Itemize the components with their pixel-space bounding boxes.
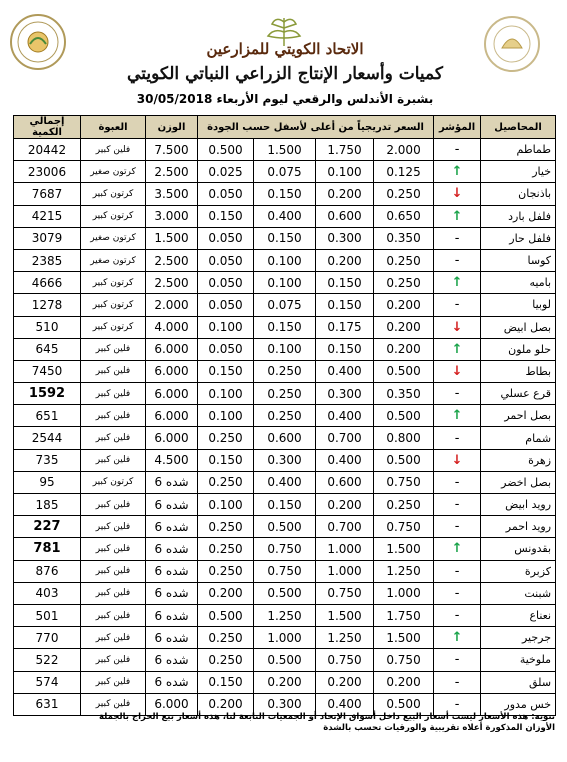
table-row [14, 471, 556, 493]
row-price-2: 0.150 [316, 338, 374, 360]
row-price-1: 0.750 [374, 516, 434, 538]
row-crop: شمام [481, 427, 556, 449]
row-indicator: - [434, 249, 481, 271]
row-price-4: 0.050 [198, 183, 254, 205]
row-weight: 2.500 [146, 272, 198, 294]
row-price-1: 0.350 [374, 227, 434, 249]
table-row [14, 294, 556, 316]
table-header-row [14, 116, 556, 139]
row-price-2: 0.400 [316, 360, 374, 382]
row-price-1: 0.500 [374, 449, 434, 471]
table-row [14, 671, 556, 693]
row-price-2: 0.175 [316, 316, 374, 338]
row-pack: فلين كبير [81, 383, 146, 405]
row-price-3: 0.150 [254, 183, 316, 205]
table-row [14, 582, 556, 604]
row-crop: ملوخية [481, 649, 556, 671]
row-price-2: 0.400 [316, 449, 374, 471]
row-price-3: 0.075 [254, 161, 316, 183]
row-price-3: 0.600 [254, 427, 316, 449]
row-crop: رويد ابيض [481, 494, 556, 516]
row-total: 1278 [14, 294, 81, 316]
row-total: 4666 [14, 272, 81, 294]
row-total: 23006 [14, 161, 81, 183]
arrow-down-icon: ↓ [434, 316, 481, 338]
row-price-4: 0.500 [198, 139, 254, 161]
row-weight: 6 شده [146, 516, 198, 538]
row-crop: خيار [481, 161, 556, 183]
footnote [40, 712, 555, 734]
arrow-up-icon: ↑ [434, 272, 481, 294]
arrow-up-icon: ↑ [434, 627, 481, 649]
row-total: 4215 [14, 205, 81, 227]
row-weight: 4.000 [146, 316, 198, 338]
row-price-1: 0.750 [374, 649, 434, 671]
row-total: 2544 [14, 427, 81, 449]
row-price-2: 0.300 [316, 383, 374, 405]
row-indicator: - [434, 604, 481, 626]
row-weight: 6 شده [146, 538, 198, 560]
row-price-3: 1.250 [254, 604, 316, 626]
row-total: 574 [14, 671, 81, 693]
row-price-3: 0.250 [254, 405, 316, 427]
row-price-2: 1.500 [316, 604, 374, 626]
col-pack-header: العبوة [81, 116, 146, 139]
row-total: 735 [14, 449, 81, 471]
row-price-3: 0.250 [254, 383, 316, 405]
arrow-up-icon: ↑ [434, 405, 481, 427]
table-row [14, 316, 556, 338]
row-price-1: 1.000 [374, 582, 434, 604]
row-price-2: 0.200 [316, 249, 374, 271]
row-pack: فلين كبير [81, 560, 146, 582]
row-total: 227 [14, 516, 81, 538]
row-indicator: - [434, 139, 481, 161]
row-indicator: - [434, 383, 481, 405]
row-pack: كرتون صغير [81, 227, 146, 249]
row-price-3: 0.150 [254, 316, 316, 338]
page-title: كميات وأسعار الإنتاج الزراعي النباتي الكويتي [127, 64, 443, 84]
row-price-2: 0.700 [316, 516, 374, 538]
row-price-1: 0.250 [374, 249, 434, 271]
row-weight: 6 شده [146, 560, 198, 582]
row-price-1: 2.000 [374, 139, 434, 161]
row-price-4: 0.250 [198, 471, 254, 493]
row-price-1: 0.650 [374, 205, 434, 227]
table-row [14, 449, 556, 471]
row-price-3: 0.300 [254, 449, 316, 471]
row-indicator: - [434, 693, 481, 715]
row-crop: لوبيا [481, 294, 556, 316]
row-weight: 6 شده [146, 627, 198, 649]
row-total: 522 [14, 649, 81, 671]
row-weight: 2.000 [146, 294, 198, 316]
row-weight: 3.000 [146, 205, 198, 227]
row-pack: فلين كبير [81, 516, 146, 538]
table-row [14, 205, 556, 227]
row-price-3: 1.000 [254, 627, 316, 649]
col-indicator-header: المؤشر [434, 116, 481, 139]
row-total: 2385 [14, 249, 81, 271]
col-weight-header: الوزن [146, 116, 198, 139]
row-price-1: 0.800 [374, 427, 434, 449]
row-pack: كرتون كبير [81, 471, 146, 493]
arrow-up-icon: ↑ [434, 538, 481, 560]
table-row [14, 227, 556, 249]
report-date-subtitle: بشبرة الأندلس والرقعي ليوم الأربعاء 30/05/2018 [136, 92, 434, 106]
row-price-3: 0.100 [254, 338, 316, 360]
table-row [14, 405, 556, 427]
row-weight: 4.500 [146, 449, 198, 471]
row-indicator: - [434, 560, 481, 582]
row-weight: 6.000 [146, 693, 198, 715]
arrow-up-icon: ↑ [434, 161, 481, 183]
row-pack: فلين كبير [81, 693, 146, 715]
row-pack: فلين كبير [81, 139, 146, 161]
row-price-2: 0.750 [316, 649, 374, 671]
row-weight: 6 شده [146, 604, 198, 626]
row-price-1: 0.200 [374, 294, 434, 316]
table-row [14, 338, 556, 360]
row-crop: كزبرة [481, 560, 556, 582]
arrow-up-icon: ↑ [434, 205, 481, 227]
row-indicator: - [434, 494, 481, 516]
row-weight: 7.500 [146, 139, 198, 161]
col-price-header: السعر تدريجياً من أعلى لأسفل حسب الجودة [198, 116, 434, 139]
row-price-3: 0.100 [254, 272, 316, 294]
row-crop: قرع عسلي [481, 383, 556, 405]
row-crop: باذنجان [481, 183, 556, 205]
table-row [14, 649, 556, 671]
row-crop: رويد احمر [481, 516, 556, 538]
row-price-3: 0.300 [254, 693, 316, 715]
row-price-2: 0.600 [316, 471, 374, 493]
row-price-3: 0.500 [254, 582, 316, 604]
col-total-header: إجمالي الكمية [14, 116, 81, 139]
row-crop: خس مدور [481, 693, 556, 715]
row-indicator: - [434, 582, 481, 604]
row-total: 651 [14, 405, 81, 427]
row-crop: طماطم [481, 139, 556, 161]
row-price-1: 0.500 [374, 405, 434, 427]
row-price-4: 0.150 [198, 671, 254, 693]
row-crop: سلق [481, 671, 556, 693]
row-price-3: 0.500 [254, 649, 316, 671]
row-price-3: 0.100 [254, 249, 316, 271]
row-weight: 6 شده [146, 671, 198, 693]
row-price-4: 0.150 [198, 205, 254, 227]
row-crop: شبنت [481, 582, 556, 604]
row-price-4: 0.250 [198, 516, 254, 538]
row-price-2: 1.000 [316, 560, 374, 582]
row-price-4: 0.050 [198, 249, 254, 271]
row-price-2: 0.200 [316, 494, 374, 516]
row-price-1: 0.250 [374, 494, 434, 516]
row-price-4: 0.200 [198, 582, 254, 604]
row-pack: كرتون كبير [81, 205, 146, 227]
arrow-up-icon: ↑ [434, 338, 481, 360]
table-row [14, 538, 556, 560]
row-price-1: 0.125 [374, 161, 434, 183]
row-price-4: 0.250 [198, 649, 254, 671]
row-pack: كرتون كبير [81, 294, 146, 316]
row-indicator: - [434, 516, 481, 538]
row-price-4: 0.150 [198, 449, 254, 471]
row-crop: كوسا [481, 249, 556, 271]
row-total: 781 [14, 538, 81, 560]
footnote-line-2: الأوزان المذكورة أعلاه تقريبية والورقيات تحسب بالشدة [323, 723, 555, 733]
row-weight: 2.500 [146, 249, 198, 271]
row-total: 95 [14, 471, 81, 493]
row-total: 770 [14, 627, 81, 649]
row-pack: كرتون كبير [81, 316, 146, 338]
row-price-2: 0.100 [316, 161, 374, 183]
row-price-1: 0.200 [374, 671, 434, 693]
row-crop: حلو ملون [481, 338, 556, 360]
row-price-2: 0.600 [316, 205, 374, 227]
row-pack: فلين كبير [81, 627, 146, 649]
row-price-2: 0.300 [316, 227, 374, 249]
col-crop-header: المحاصيل [481, 116, 556, 139]
prices-table [13, 115, 556, 716]
row-price-2: 0.750 [316, 582, 374, 604]
row-price-4: 0.250 [198, 560, 254, 582]
row-price-4: 0.250 [198, 538, 254, 560]
row-crop: بقدونس [481, 538, 556, 560]
row-price-3: 1.500 [254, 139, 316, 161]
row-price-3: 0.750 [254, 538, 316, 560]
row-price-2: 0.150 [316, 272, 374, 294]
table-row [14, 516, 556, 538]
row-weight: 6.000 [146, 405, 198, 427]
row-weight: 6 شده [146, 494, 198, 516]
table-row [14, 494, 556, 516]
row-price-4: 0.050 [198, 227, 254, 249]
row-indicator: - [434, 294, 481, 316]
row-price-3: 0.200 [254, 671, 316, 693]
row-total: 20442 [14, 139, 81, 161]
arrow-down-icon: ↓ [434, 360, 481, 382]
table-row [14, 139, 556, 161]
row-pack: كرتون صغير [81, 161, 146, 183]
row-total: 403 [14, 582, 81, 604]
row-price-4: 0.050 [198, 338, 254, 360]
table-row [14, 360, 556, 382]
row-price-3: 0.750 [254, 560, 316, 582]
row-pack: فلين كبير [81, 494, 146, 516]
row-total: 1592 [14, 383, 81, 405]
row-price-2: 0.200 [316, 183, 374, 205]
report-header [0, 0, 567, 110]
row-indicator: - [434, 427, 481, 449]
row-weight: 6.000 [146, 427, 198, 449]
row-crop: بصل احمر [481, 405, 556, 427]
row-total: 501 [14, 604, 81, 626]
row-price-2: 1.000 [316, 538, 374, 560]
row-pack: فلين كبير [81, 427, 146, 449]
row-pack: فلين كبير [81, 671, 146, 693]
row-pack: فلين كبير [81, 538, 146, 560]
row-crop: بصل ابيض [481, 316, 556, 338]
table-row [14, 161, 556, 183]
row-price-4: 0.025 [198, 161, 254, 183]
row-price-1: 0.250 [374, 272, 434, 294]
row-price-2: 1.250 [316, 627, 374, 649]
row-total: 7687 [14, 183, 81, 205]
arrow-down-icon: ↓ [434, 449, 481, 471]
org-name: الاتحاد الكويتي للمزارعين [206, 40, 364, 58]
row-price-4: 0.500 [198, 604, 254, 626]
row-pack: كرتون كبير [81, 272, 146, 294]
row-crop: زهرة [481, 449, 556, 471]
table-row [14, 249, 556, 271]
row-price-1: 0.500 [374, 360, 434, 382]
table-row [14, 183, 556, 205]
row-price-2: 0.200 [316, 671, 374, 693]
row-price-4: 0.200 [198, 693, 254, 715]
row-price-1: 1.750 [374, 604, 434, 626]
row-crop: باميه [481, 272, 556, 294]
row-pack: فلين كبير [81, 649, 146, 671]
row-weight: 6 شده [146, 471, 198, 493]
row-price-2: 0.150 [316, 294, 374, 316]
row-indicator: - [434, 227, 481, 249]
row-weight: 2.500 [146, 161, 198, 183]
row-price-4: 0.100 [198, 316, 254, 338]
row-price-2: 0.400 [316, 405, 374, 427]
table-row [14, 627, 556, 649]
row-price-1: 1.250 [374, 560, 434, 582]
table-row [14, 272, 556, 294]
row-total: 3079 [14, 227, 81, 249]
row-total: 7450 [14, 360, 81, 382]
row-price-1: 0.350 [374, 383, 434, 405]
row-price-3: 0.150 [254, 227, 316, 249]
row-price-4: 0.100 [198, 405, 254, 427]
row-price-1: 0.500 [374, 693, 434, 715]
table-row [14, 383, 556, 405]
row-pack: فلين كبير [81, 449, 146, 471]
row-weight: 6.000 [146, 383, 198, 405]
row-crop: جرجير [481, 627, 556, 649]
row-price-4: 0.100 [198, 494, 254, 516]
row-weight: 6 شده [146, 582, 198, 604]
row-price-3: 0.500 [254, 516, 316, 538]
row-pack: كرتون صغير [81, 249, 146, 271]
row-price-1: 0.200 [374, 316, 434, 338]
union-logo-icon [8, 12, 68, 72]
row-crop: بطاط [481, 360, 556, 382]
table-row [14, 560, 556, 582]
row-price-2: 1.750 [316, 139, 374, 161]
row-weight: 3.500 [146, 183, 198, 205]
row-price-3: 0.150 [254, 494, 316, 516]
row-price-4: 0.050 [198, 294, 254, 316]
row-crop: نعناع [481, 604, 556, 626]
row-price-1: 1.500 [374, 627, 434, 649]
row-weight: 1.500 [146, 227, 198, 249]
row-pack: فلين كبير [81, 338, 146, 360]
row-price-1: 0.750 [374, 471, 434, 493]
table-row [14, 427, 556, 449]
row-pack: كرتون كبير [81, 183, 146, 205]
table-row [14, 604, 556, 626]
row-price-3: 0.075 [254, 294, 316, 316]
row-price-2: 0.400 [316, 693, 374, 715]
row-weight: 6.000 [146, 338, 198, 360]
arrow-down-icon: ↓ [434, 183, 481, 205]
row-pack: فلين كبير [81, 405, 146, 427]
row-price-1: 1.500 [374, 538, 434, 560]
row-pack: فلين كبير [81, 604, 146, 626]
row-weight: 6 شده [146, 649, 198, 671]
row-weight: 6.000 [146, 360, 198, 382]
row-pack: فلين كبير [81, 360, 146, 382]
footnote-line-1: تنويه: هذه الأسعار ليست أسعار البيع داخل أسواق الإتحاد أو الجمعيات التابعة لنا، هذه أسعار بيع الحراج بالجملة [98, 712, 555, 722]
row-pack: فلين كبير [81, 582, 146, 604]
row-indicator: - [434, 671, 481, 693]
row-total: 510 [14, 316, 81, 338]
row-total: 645 [14, 338, 81, 360]
row-crop: فلفل حار [481, 227, 556, 249]
row-total: 876 [14, 560, 81, 582]
row-crop: فلفل بارد [481, 205, 556, 227]
row-total: 631 [14, 693, 81, 715]
row-price-3: 0.400 [254, 205, 316, 227]
row-indicator: - [434, 649, 481, 671]
row-price-4: 0.250 [198, 427, 254, 449]
row-price-3: 0.250 [254, 360, 316, 382]
row-crop: بصل اخضر [481, 471, 556, 493]
row-price-2: 0.700 [316, 427, 374, 449]
row-price-3: 0.400 [254, 471, 316, 493]
row-price-1: 0.250 [374, 183, 434, 205]
row-price-4: 0.050 [198, 272, 254, 294]
row-price-4: 0.100 [198, 383, 254, 405]
row-total: 185 [14, 494, 81, 516]
row-indicator: - [434, 471, 481, 493]
row-price-1: 0.200 [374, 338, 434, 360]
row-price-4: 0.150 [198, 360, 254, 382]
row-price-4: 0.250 [198, 627, 254, 649]
